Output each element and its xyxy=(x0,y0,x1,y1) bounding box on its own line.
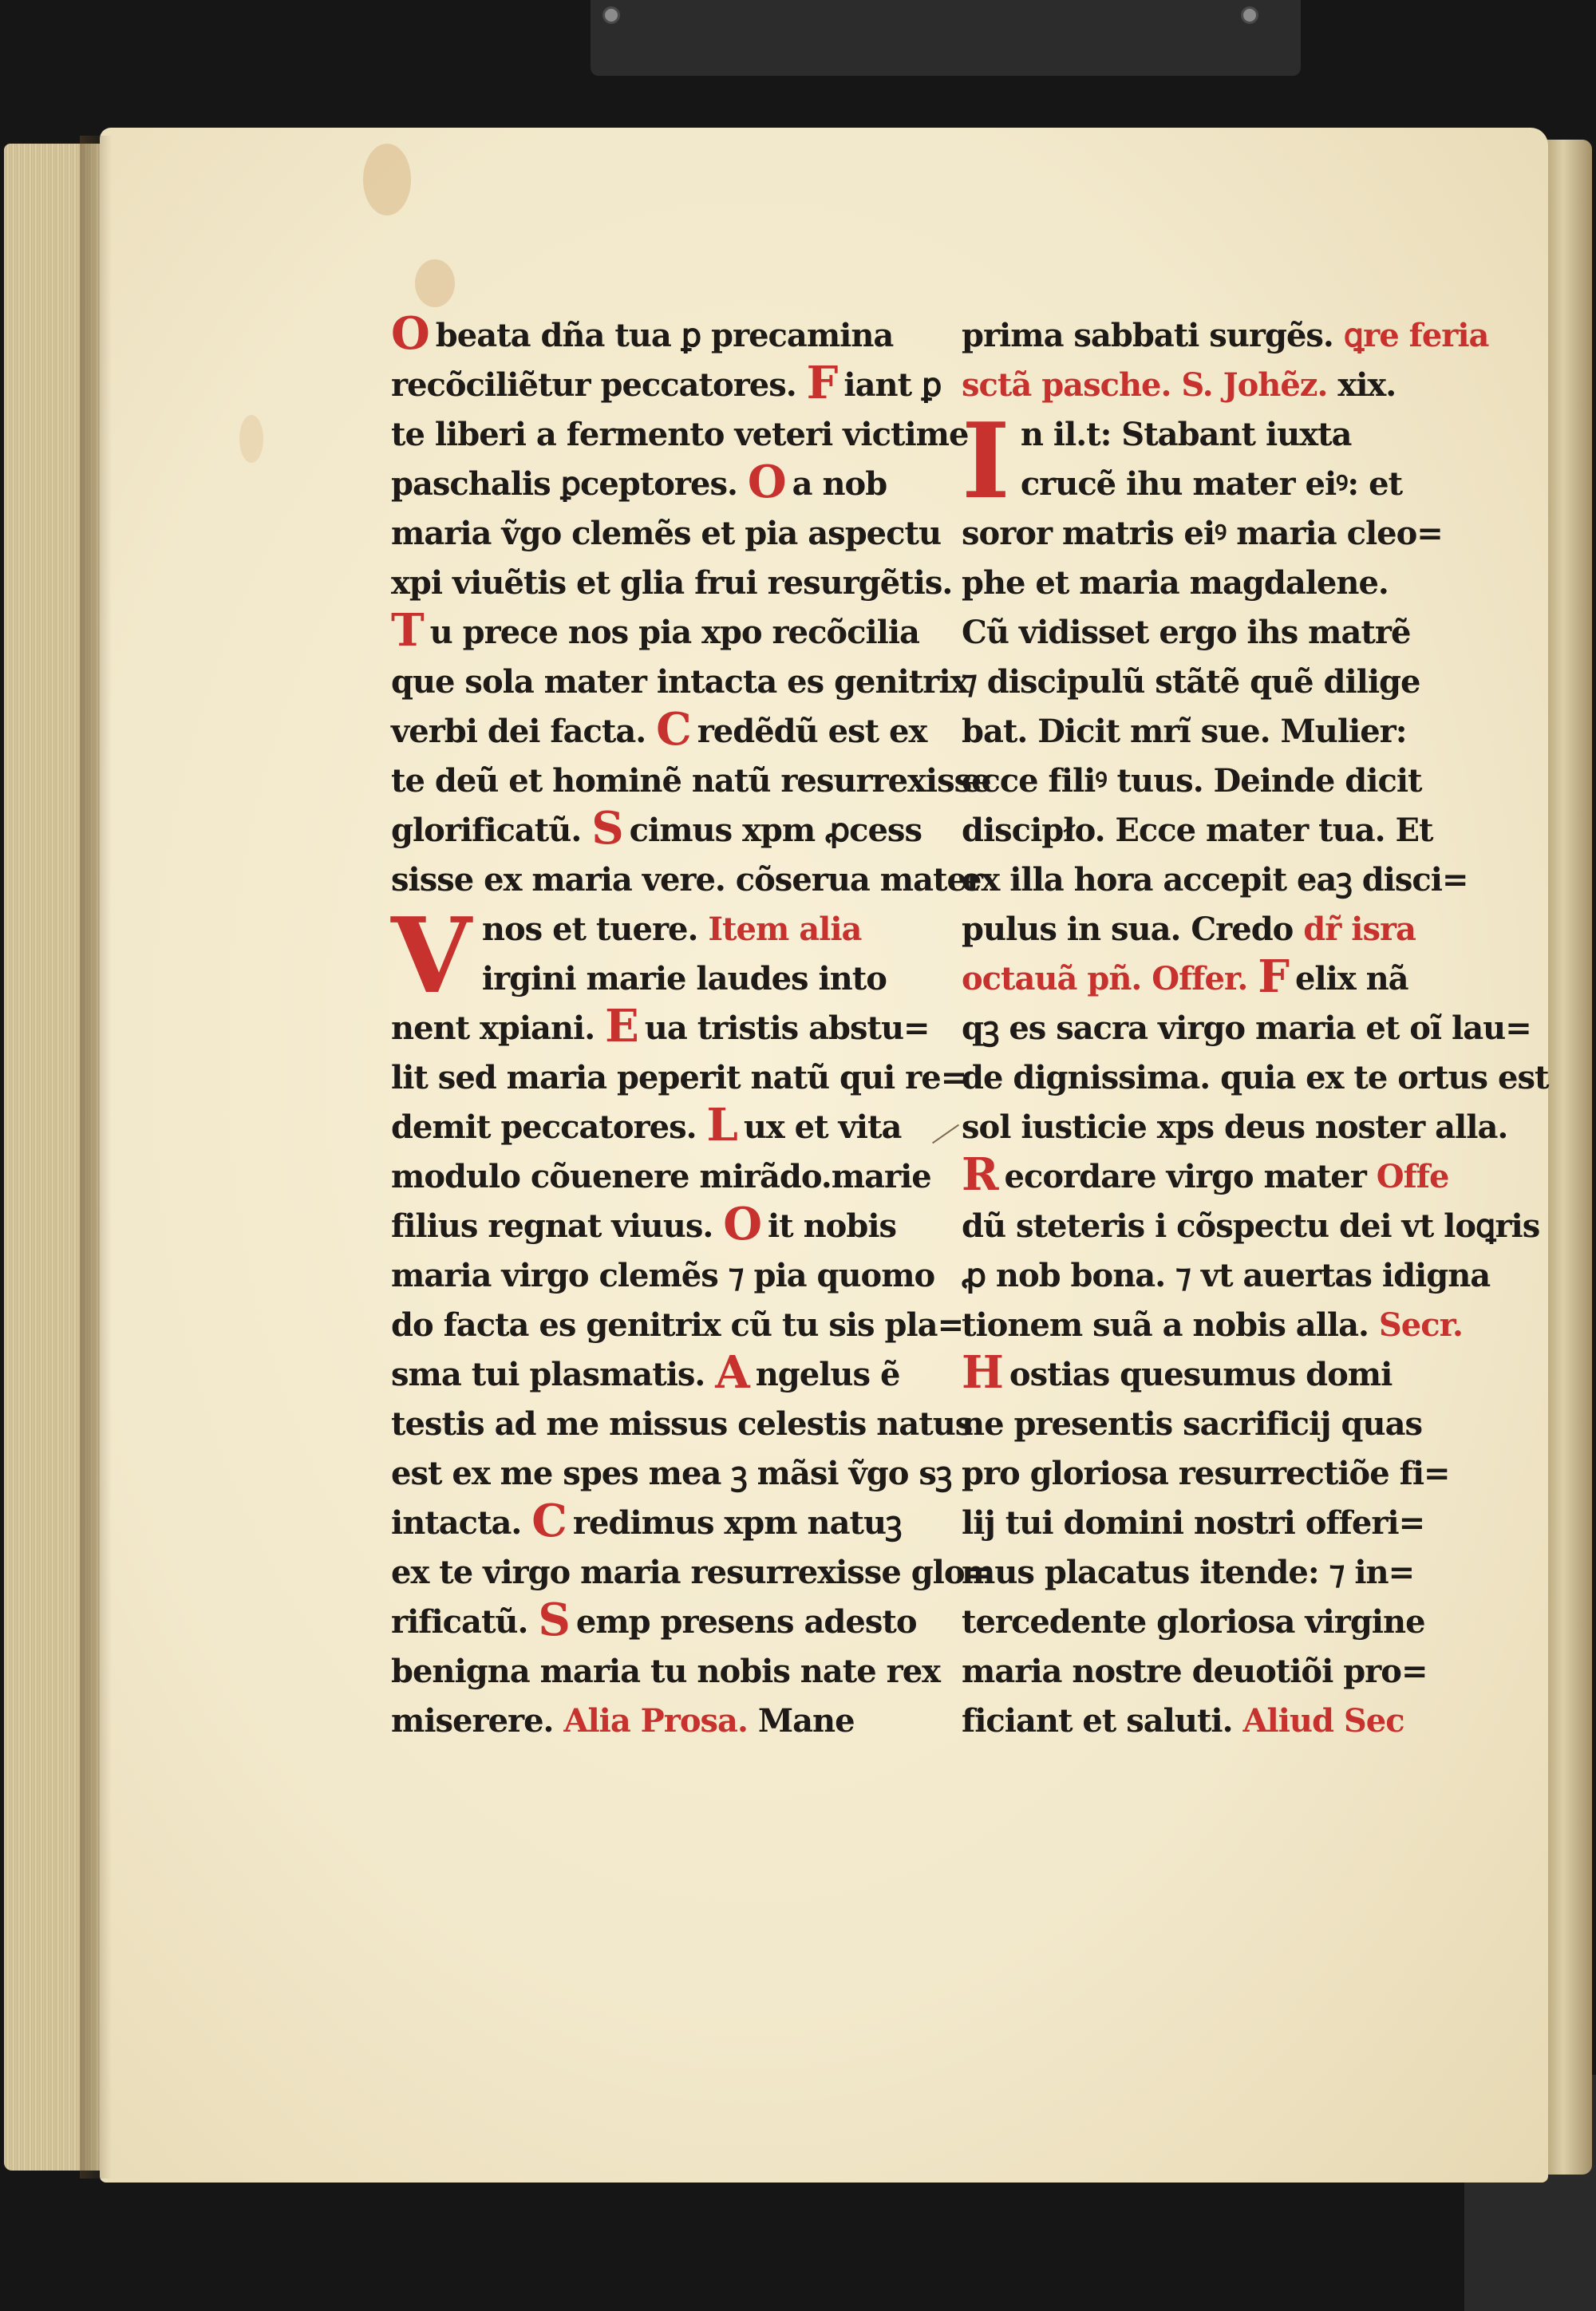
text-line xyxy=(962,1499,1456,1548)
line-text: miserere. xyxy=(391,1702,554,1740)
stain xyxy=(415,259,455,307)
text-line xyxy=(391,1495,902,1548)
line-text: phe et maria magdalene. xyxy=(962,564,1389,602)
line-text: ngelus ẽ xyxy=(755,1356,900,1393)
text-line xyxy=(391,1198,902,1251)
line-text: do facta es genitrix cũ tu sis pla= xyxy=(391,1306,964,1344)
line-text: dũ steteris i cõspectu dei vt loꝗris xyxy=(962,1207,1540,1245)
text-line xyxy=(391,1152,931,1202)
text-line xyxy=(962,1548,1456,1598)
rubric-text: Alia Prosa. xyxy=(563,1702,748,1740)
rubric-text: sctã pasche. S. Johẽz. xyxy=(962,366,1338,404)
line-text: maria nostre deuotiõi pro= xyxy=(962,1653,1428,1690)
text-line xyxy=(962,658,1456,707)
line-text: maria ṽgo clemẽs et pia aspectu xyxy=(391,515,942,552)
line-text: xix. xyxy=(1337,366,1396,404)
text-line xyxy=(391,757,991,806)
red-initial: A xyxy=(715,1346,749,1399)
text-line xyxy=(391,1346,902,1400)
line-text: te liberi a fermento veteri victime xyxy=(391,416,969,453)
line-text: elix nã xyxy=(1294,960,1408,997)
text-line xyxy=(962,1103,1508,1152)
line-text: nos et tuere. xyxy=(481,911,698,948)
line-text: rificatũ. xyxy=(391,1603,528,1641)
text-line xyxy=(962,1346,1456,1400)
text-line xyxy=(391,1301,964,1350)
line-text: tercedente gloriosa virgine xyxy=(962,1603,1425,1641)
left-text-column xyxy=(391,307,991,1746)
line-text: ecce filiꝰ tuus. Deinde dicit xyxy=(962,762,1422,800)
text-line xyxy=(962,1400,1456,1449)
text-line xyxy=(391,357,942,410)
line-text: ⁊ discipulũ stãtẽ quẽ dilige xyxy=(962,663,1420,701)
text-line xyxy=(962,1202,1540,1251)
text-line xyxy=(962,855,1468,905)
line-text: xpi viuẽtis et glia frui resurgẽtis. xyxy=(391,564,953,602)
line-text: ecordare virgo mater xyxy=(1004,1158,1366,1195)
rubric-text: ꝗre feria xyxy=(1343,317,1489,354)
line-text: testis ad me missus celestis natus xyxy=(391,1405,973,1443)
line-text: Cũ vidisset ergo ihs matrẽ xyxy=(962,614,1411,651)
drop-initial: I xyxy=(962,400,1009,522)
text-line xyxy=(962,608,1456,658)
line-text: prima sabbati surgẽs. xyxy=(962,317,1333,354)
red-initial: E xyxy=(605,1000,638,1053)
line-text: ꝓ nob bona. ⁊ vt auertas idigna xyxy=(962,1257,1491,1294)
text-line xyxy=(391,1449,952,1499)
line-text: sol iusticie xps deus noster alla. xyxy=(962,1108,1508,1146)
text-line xyxy=(391,509,942,559)
text-line xyxy=(962,1301,1463,1350)
facing-page-edge xyxy=(1544,140,1592,2175)
red-initial: F xyxy=(1258,950,1289,1003)
line-text: ux et vita xyxy=(743,1108,902,1146)
line-text: ne presentis sacrificij quas xyxy=(962,1405,1423,1443)
line-text: ficiant et saluti. xyxy=(962,1702,1233,1740)
line-text: tionem suã a nobis alla. xyxy=(962,1306,1369,1344)
line-text: discipło. Ecce mater tua. Et xyxy=(962,812,1433,849)
line-text: que sola mater intacta es genitrix xyxy=(391,663,969,701)
line-text: de dignissima. quia ex te ortus est xyxy=(962,1059,1549,1096)
text-line xyxy=(391,604,919,658)
line-text: te deũ et hominẽ natũ resurrexisse xyxy=(391,762,991,800)
red-initial: O xyxy=(391,307,429,360)
line-text: ostias quesumus domi xyxy=(1009,1356,1393,1393)
text-line xyxy=(391,559,953,608)
text-line xyxy=(962,509,1456,559)
line-text: recõciliẽtur peccatores. xyxy=(391,366,796,404)
text-line xyxy=(391,1099,902,1152)
text-line xyxy=(391,1251,935,1301)
line-text: emp presens adesto xyxy=(575,1603,917,1641)
text-line xyxy=(391,1053,967,1103)
text-line xyxy=(391,410,969,460)
text-line xyxy=(962,410,1456,460)
line-text: sma tui plasmatis. xyxy=(391,1356,705,1393)
red-initial: S xyxy=(591,802,623,855)
line-text: nent xpiani. xyxy=(391,1009,595,1047)
text-line xyxy=(962,806,1456,855)
red-initial: C xyxy=(656,703,691,756)
text-line xyxy=(962,1647,1456,1697)
text-line xyxy=(391,855,983,905)
red-initial: F xyxy=(806,357,838,409)
red-initial: S xyxy=(538,1594,570,1646)
text-line xyxy=(962,707,1456,757)
line-text: a nob xyxy=(792,465,887,503)
line-text: ex illa hora accepit eaꝫ disci= xyxy=(962,861,1468,899)
line-text: demit peccatores. xyxy=(391,1108,697,1146)
drop-initial: V xyxy=(391,895,471,1017)
text-line xyxy=(391,307,902,361)
text-line xyxy=(391,1000,930,1053)
red-initial: O xyxy=(723,1198,761,1250)
red-initial: C xyxy=(531,1495,567,1547)
stain xyxy=(239,415,263,463)
line-text: redẽdũ est ex xyxy=(697,713,927,750)
scanner-clamp xyxy=(591,0,1301,76)
red-initial: H xyxy=(962,1346,1003,1399)
line-text: intacta. xyxy=(391,1504,522,1542)
line-text: glorificatũ. xyxy=(391,812,582,849)
line-text: n il.t: Stabant iuxta xyxy=(1020,416,1352,453)
red-initial: L xyxy=(706,1099,737,1152)
line-text: it nobis xyxy=(767,1207,897,1245)
text-line xyxy=(962,950,1456,1004)
clamp-screw xyxy=(602,6,620,24)
text-line xyxy=(391,1400,973,1449)
line-text: modulo cõuenere mirãdo.marie xyxy=(391,1158,931,1195)
line-text: maria virgo clemẽs ⁊ pia quomo xyxy=(391,1257,935,1294)
line-text: pulus in sua. Credo xyxy=(962,911,1294,948)
line-text: ex te virgo maria resurrexisse glo= xyxy=(391,1554,991,1591)
text-line xyxy=(962,1004,1531,1053)
line-text: Mane xyxy=(757,1702,855,1740)
text-line xyxy=(391,456,902,509)
line-text: lij tui domini nostri offeri= xyxy=(962,1504,1425,1542)
line-text: ua tristis abstu= xyxy=(644,1009,930,1047)
line-text: filius regnat viuus. xyxy=(391,1207,713,1245)
line-text: lit sed maria peperit natũ qui re= xyxy=(391,1059,967,1096)
text-line xyxy=(962,559,1456,608)
text-line xyxy=(962,1053,1549,1103)
text-line xyxy=(962,757,1456,806)
gutter-shadow xyxy=(80,136,112,2179)
line-text: sisse ex maria vere. cõserua mater xyxy=(391,861,983,899)
line-text: benigna maria tu nobis nate rex xyxy=(391,1653,941,1690)
line-text: iant ꝑ xyxy=(843,366,942,404)
text-line xyxy=(962,460,1456,509)
stain xyxy=(363,144,411,215)
text-line xyxy=(962,1251,1491,1301)
rubric-text: Item alia xyxy=(708,911,862,948)
text-line xyxy=(962,311,1489,361)
text-line xyxy=(962,361,1456,410)
text-line xyxy=(962,1449,1456,1499)
line-text: bat. Dicit mrĩ sue. Mulier: xyxy=(962,713,1407,750)
rubric-text: dr̃ isra xyxy=(1303,911,1416,948)
line-text: paschalis ꝑceptores. xyxy=(391,465,737,503)
text-line xyxy=(391,1647,941,1697)
rubric-text: octauã pñ. Offer. xyxy=(962,960,1258,997)
rubric-text: Aliud Sec xyxy=(1242,1702,1404,1740)
text-line xyxy=(962,1697,1456,1746)
line-text: soror matris eiꝰ maria cleo= xyxy=(962,515,1443,552)
line-text: crucẽ ihu mater eiꝰ: et xyxy=(1020,465,1403,503)
text-line xyxy=(962,1598,1456,1647)
line-text: qꝫ es sacra virgo maria et oĩ lau= xyxy=(962,1009,1531,1047)
red-initial: O xyxy=(747,456,786,508)
text-line xyxy=(391,1594,917,1647)
right-text-column xyxy=(962,311,1549,1746)
text-line xyxy=(391,1697,902,1746)
rubric-text: Secr. xyxy=(1378,1306,1463,1344)
text-line xyxy=(391,658,969,707)
text-line xyxy=(391,1548,991,1598)
line-text: est ex me spes mea ꝫ mãsi ṽgo sꝫ xyxy=(391,1455,952,1492)
line-text: mus placatus itende: ⁊ in= xyxy=(962,1554,1415,1591)
line-text: redimus xpm natuꝫ xyxy=(572,1504,902,1542)
line-text: cimus xpm ꝓcess xyxy=(629,812,922,849)
text-line xyxy=(391,703,927,757)
line-text: pro gloriosa resurrectiõe fi= xyxy=(962,1455,1450,1492)
line-text: verbi dei facta. xyxy=(391,713,646,750)
text-line xyxy=(391,802,922,855)
clamp-screw xyxy=(1241,6,1258,24)
red-initial: T xyxy=(391,604,424,657)
line-text: irgini marie laudes into xyxy=(481,960,887,997)
text-line xyxy=(962,905,1456,954)
text-line xyxy=(962,1148,1456,1202)
line-text: beata dña tua ꝑ precamina xyxy=(435,317,894,354)
red-initial: R xyxy=(962,1148,998,1201)
rubric-text: Offe xyxy=(1376,1158,1449,1195)
line-text: u prece nos pia xpo recõcilia xyxy=(429,614,919,651)
